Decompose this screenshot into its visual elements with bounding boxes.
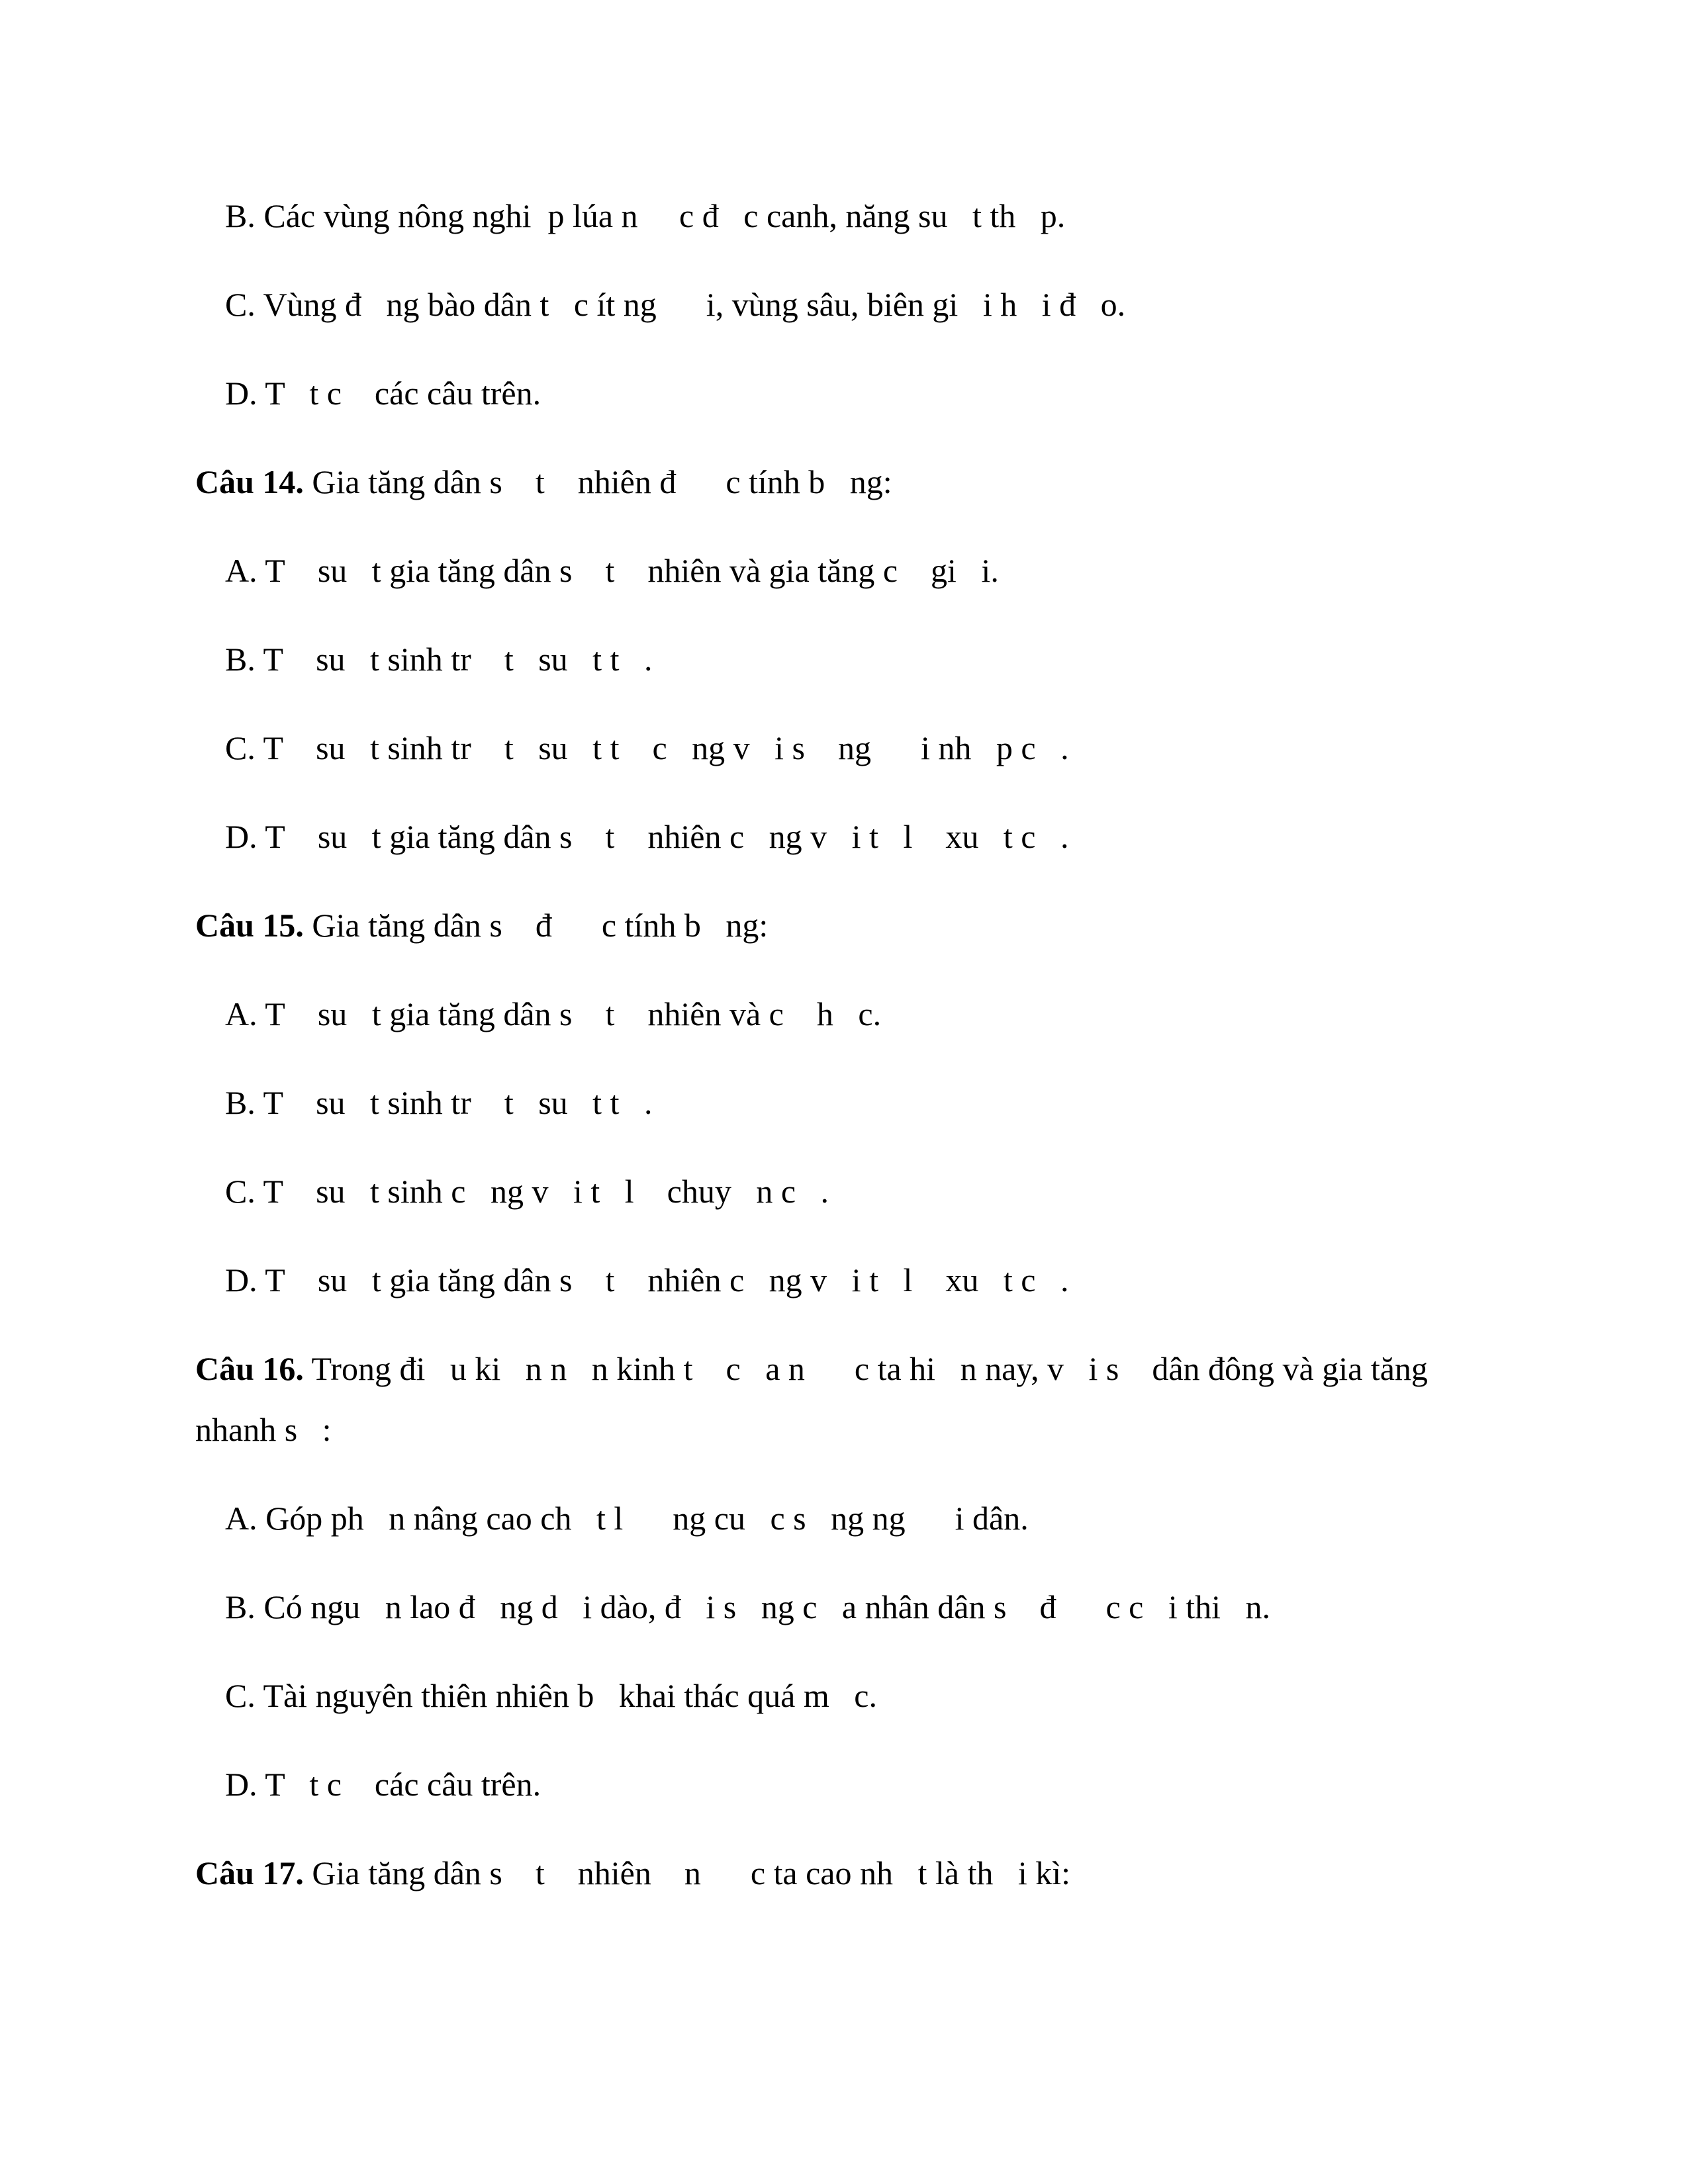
q13-option-c: C. Vùng đ ng bào dân t c ít ng i, vùng sâu, biên gi i h i đ o. <box>225 286 1126 323</box>
q14-option-b: B. T su t sinh tr t su t t . <box>225 641 653 678</box>
question-16-label: Câu 16. <box>195 1350 304 1387</box>
question-15 <box>195 905 768 945</box>
question-15-text: Gia tăng dân s đ c tính b ng: <box>303 907 769 944</box>
question-17-text: Gia tăng dân s t nhiên n c ta cao nh t là th i kì: <box>303 1854 1071 1891</box>
q15-option-a: A. T su t gia tăng dân s t nhiên và c h c. <box>225 995 882 1032</box>
question-15-label: Câu 15. <box>195 907 304 944</box>
question-14-label: Câu 14. <box>195 463 304 500</box>
q14-option-a: A. T su t gia tăng dân s t nhiên và gia tăng c gi i. <box>225 552 999 589</box>
q13-option-b: B. Các vùng nông nghi p lúa n c đ c canh, năng su t th p. <box>225 197 1066 234</box>
q14-option-d: D. T su t gia tăng dân s t nhiên c ng v i t l xu t c . <box>225 818 1069 855</box>
q14-option-c: C. T su t sinh tr t su t t c ng v i s ng i nh p c . <box>225 729 1069 766</box>
q13-option-d: D. T t c các câu trên. <box>225 375 541 412</box>
question-16 <box>195 1349 1428 1388</box>
question-16-text: Trong đi u ki n n n kinh t c a n c ta hi n nay, v i s dân đông và gia tăng <box>303 1350 1428 1387</box>
q15-option-c: C. T su t sinh c ng v i t l chuy n c . <box>225 1173 829 1210</box>
question-14-text: Gia tăng dân s t nhiên đ c tính b ng: <box>303 463 892 500</box>
question-16-continuation: nhanh s : <box>195 1411 332 1448</box>
q16-option-a: A. Góp ph n nâng cao ch t l ng cu c s ng ng i dân. <box>225 1500 1029 1537</box>
question-17-label: Câu 17. <box>195 1854 304 1891</box>
q15-option-d: D. T su t gia tăng dân s t nhiên c ng v i t l xu t c . <box>225 1261 1069 1298</box>
q16-option-b: B. Có ngu n lao đ ng d i dào, đ i s ng c a nhân dân s đ c c i thi n. <box>225 1588 1271 1625</box>
q15-option-b: B. T su t sinh tr t su t t . <box>225 1084 653 1121</box>
q16-option-d: D. T t c các câu trên. <box>225 1766 541 1803</box>
question-17 <box>195 1853 1070 1893</box>
q16-option-c: C. Tài nguyên thiên nhiên b khai thác quá m c. <box>225 1677 877 1714</box>
question-14 <box>195 462 892 502</box>
